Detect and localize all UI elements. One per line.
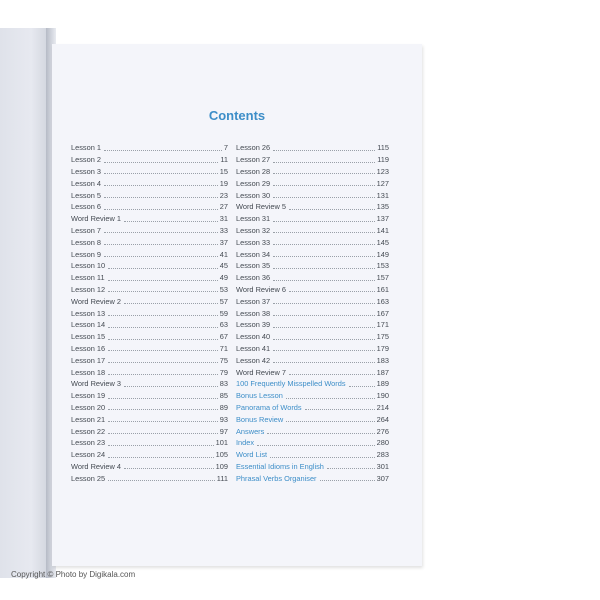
entry-title: Lesson 24 <box>71 450 106 460</box>
entry-title: Bonus Lesson <box>236 391 283 401</box>
entry-title: Essential Idioms in English <box>236 461 324 471</box>
entry-title: Lesson 31 <box>236 214 271 224</box>
entry-title: Lesson 11 <box>71 273 105 283</box>
dot-leader <box>104 162 218 163</box>
entry-title: Lesson 10 <box>71 261 106 271</box>
entry-page-number: 75 <box>219 355 228 365</box>
entry-page-number: 183 <box>376 355 389 365</box>
contents-column-left <box>71 140 228 482</box>
entry-title: Lesson 17 <box>71 355 106 365</box>
entry-page-number: 15 <box>219 166 228 176</box>
entry-title: Phrasal Verbs Organiser <box>236 473 317 483</box>
dot-leader <box>273 185 375 186</box>
entry-title: Word Review 6 <box>236 284 286 294</box>
dot-leader <box>273 327 375 328</box>
dot-leader <box>273 244 375 245</box>
dot-leader <box>104 150 222 151</box>
dot-leader <box>273 173 375 174</box>
entry-page-number: 135 <box>376 202 389 212</box>
dot-leader <box>104 197 218 198</box>
entry-page-number: 45 <box>219 261 228 271</box>
contents-entry <box>236 187 389 199</box>
contents-entry <box>236 164 389 176</box>
contents-entry <box>71 270 228 282</box>
contents-entry <box>71 211 228 223</box>
entry-page-number: 19 <box>219 178 228 188</box>
entry-title: Lesson 6 <box>71 202 101 212</box>
entry-page-number: 301 <box>376 461 389 471</box>
dot-leader <box>108 409 218 410</box>
entry-page-number: 123 <box>376 166 389 176</box>
entry-title: Bonus Review <box>236 414 284 424</box>
entry-title: Word List <box>236 450 268 460</box>
dot-leader <box>108 374 218 375</box>
dot-leader <box>108 280 218 281</box>
dot-leader <box>349 386 375 387</box>
entry-page-number: 59 <box>219 308 228 318</box>
contents-entry <box>71 282 228 294</box>
entry-page-number: 153 <box>376 261 389 271</box>
entry-page-number: 57 <box>219 296 228 306</box>
dot-leader <box>305 409 375 410</box>
entry-page-number: 97 <box>219 426 228 436</box>
dot-leader <box>273 268 375 269</box>
entry-title: Lesson 16 <box>71 343 106 353</box>
entry-title: Lesson 8 <box>71 237 101 247</box>
entry-title: Lesson 40 <box>236 332 271 342</box>
entry-page-number: 187 <box>376 367 389 377</box>
contents-entry <box>236 282 389 294</box>
entry-page-number: 53 <box>219 284 228 294</box>
entry-page-number: 149 <box>376 249 389 259</box>
dot-leader <box>104 185 218 186</box>
entry-page-number: 63 <box>219 320 228 330</box>
contents-entry <box>236 400 389 412</box>
dot-leader <box>273 162 375 163</box>
contents-entry <box>236 258 389 270</box>
entry-title: Lesson 29 <box>236 178 271 188</box>
entry-title: Lesson 9 <box>71 249 101 259</box>
entry-page-number: 115 <box>377 143 389 153</box>
entry-page-number: 141 <box>376 225 389 235</box>
entry-title: Lesson 39 <box>236 320 271 330</box>
entry-title: Word Review 1 <box>71 214 121 224</box>
contents-entry <box>71 140 228 152</box>
contents-entry <box>236 199 389 211</box>
entry-page-number: 214 <box>376 402 389 412</box>
entry-page-number: 111 <box>216 473 228 483</box>
dot-leader <box>104 232 218 233</box>
contents-entry <box>236 376 389 388</box>
dot-leader <box>273 221 375 222</box>
entry-page-number: 105 <box>215 450 228 460</box>
contents-entry <box>71 447 228 459</box>
contents-entry <box>236 270 389 282</box>
entry-page-number: 280 <box>376 438 389 448</box>
entry-title: Lesson 20 <box>71 402 106 412</box>
contents-entry <box>71 329 228 341</box>
entry-title: Lesson 22 <box>71 426 106 436</box>
entry-title: Lesson 5 <box>71 190 101 200</box>
entry-title: Lesson 12 <box>71 284 106 294</box>
dot-leader <box>289 291 375 292</box>
contents-entry <box>71 459 228 471</box>
contents-entry <box>236 293 389 305</box>
contents-entry <box>236 423 389 435</box>
entry-page-number: 264 <box>376 414 389 424</box>
dot-leader <box>286 398 375 399</box>
contents-entry <box>236 447 389 459</box>
entry-title: Lesson 42 <box>236 355 271 365</box>
contents-column-right <box>236 140 389 482</box>
contents-entry <box>236 211 389 223</box>
entry-title: Lesson 34 <box>236 249 271 259</box>
dot-leader <box>108 398 218 399</box>
contents-entry <box>71 352 228 364</box>
dot-leader <box>108 268 218 269</box>
dot-leader <box>104 209 218 210</box>
entry-title: Lesson 2 <box>71 155 101 165</box>
entry-page-number: 161 <box>376 284 389 294</box>
entry-page-number: 179 <box>376 343 389 353</box>
entry-title: Lesson 4 <box>71 178 101 188</box>
dot-leader <box>108 421 218 422</box>
contents-entry <box>71 364 228 376</box>
entry-title: Lesson 15 <box>71 332 106 342</box>
entry-title: Lesson 35 <box>236 261 271 271</box>
entry-page-number: 11 <box>220 155 228 165</box>
entry-page-number: 93 <box>219 414 228 424</box>
entry-page-number: 283 <box>376 450 389 460</box>
page-title: Contents <box>208 108 266 123</box>
contents-entry <box>71 411 228 423</box>
contents-entry <box>71 400 228 412</box>
photo-copyright: Copyright © Photo by Digikala.com <box>11 570 136 579</box>
dot-leader <box>273 197 375 198</box>
entry-title: Lesson 27 <box>236 155 271 165</box>
contents-entry <box>236 140 389 152</box>
entry-title: Lesson 30 <box>236 190 271 200</box>
entry-title: Lesson 14 <box>71 320 106 330</box>
dot-leader <box>108 315 218 316</box>
dot-leader <box>124 303 218 304</box>
entry-page-number: 131 <box>376 190 389 200</box>
contents-entry <box>236 317 389 329</box>
entry-page-number: 127 <box>376 178 389 188</box>
entry-title: Lesson 19 <box>71 391 106 401</box>
entry-title: Lesson 3 <box>71 166 101 176</box>
entry-page-number: 71 <box>219 343 228 353</box>
contents-entry <box>236 341 389 353</box>
contents-entry <box>236 152 389 164</box>
entry-page-number: 23 <box>219 190 228 200</box>
dot-leader <box>273 315 375 316</box>
contents-entry <box>236 388 389 400</box>
contents-entry <box>236 175 389 187</box>
entry-title: Answers <box>236 426 265 436</box>
entry-page-number: 7 <box>223 143 228 153</box>
entry-page-number: 49 <box>219 273 228 283</box>
dot-leader <box>108 433 218 434</box>
facing-page <box>0 28 52 578</box>
entry-title: Lesson 36 <box>236 273 271 283</box>
entry-title: Lesson 18 <box>71 367 106 377</box>
contents-entry <box>71 234 228 246</box>
entry-title: Word Review 2 <box>71 296 121 306</box>
entry-page-number: 31 <box>219 214 228 224</box>
entry-page-number: 171 <box>376 320 389 330</box>
entry-page-number: 85 <box>219 391 228 401</box>
entry-page-number: 37 <box>219 237 228 247</box>
entry-page-number: 83 <box>219 379 228 389</box>
entry-title: Lesson 26 <box>236 143 271 153</box>
dot-leader <box>108 362 218 363</box>
contents-entry <box>71 187 228 199</box>
contents-entry <box>71 305 228 317</box>
contents-entry <box>71 341 228 353</box>
contents-entry <box>236 234 389 246</box>
dot-leader <box>108 327 218 328</box>
dot-leader <box>108 291 218 292</box>
entry-page-number: 33 <box>219 225 228 235</box>
entry-page-number: 307 <box>376 473 389 483</box>
entry-title: Lesson 38 <box>236 308 271 318</box>
dot-leader <box>273 362 375 363</box>
entry-page-number: 101 <box>215 438 228 448</box>
dot-leader <box>270 457 375 458</box>
contents-entry <box>236 352 389 364</box>
entry-title: Word Review 7 <box>236 367 286 377</box>
contents-entry <box>71 246 228 258</box>
entry-title: Lesson 33 <box>236 237 271 247</box>
dot-leader <box>273 256 375 257</box>
dot-leader <box>124 468 214 469</box>
dot-leader <box>108 350 218 351</box>
dot-leader <box>104 256 218 257</box>
entry-title: Lesson 28 <box>236 166 271 176</box>
contents-entry <box>236 459 389 471</box>
contents-entry <box>71 376 228 388</box>
contents-entry <box>236 246 389 258</box>
entry-title: Panorama of Words <box>236 402 302 412</box>
contents-entry <box>71 388 228 400</box>
entry-title: Word Review 3 <box>71 379 121 389</box>
contents-entry <box>71 223 228 235</box>
dot-leader <box>286 421 374 422</box>
dot-leader <box>104 173 218 174</box>
entry-title: Lesson 21 <box>71 414 106 424</box>
entry-page-number: 189 <box>376 379 389 389</box>
entry-page-number: 167 <box>376 308 389 318</box>
entry-title: Lesson 7 <box>71 225 101 235</box>
dot-leader <box>108 339 218 340</box>
contents-entry <box>71 152 228 164</box>
entry-page-number: 109 <box>215 461 228 471</box>
dot-leader <box>273 232 375 233</box>
dot-leader <box>273 150 375 151</box>
entry-page-number: 89 <box>219 402 228 412</box>
entry-title: Word Review 5 <box>236 202 286 212</box>
contents-entry <box>71 199 228 211</box>
dot-leader <box>273 350 375 351</box>
dot-leader <box>320 480 375 481</box>
dot-leader <box>124 221 218 222</box>
contents-entry <box>71 423 228 435</box>
entry-page-number: 27 <box>219 202 228 212</box>
entry-page-number: 145 <box>376 237 389 247</box>
entry-page-number: 119 <box>377 155 389 165</box>
contents-entry <box>71 175 228 187</box>
entry-page-number: 67 <box>219 332 228 342</box>
dot-leader <box>273 303 375 304</box>
dot-leader <box>124 386 218 387</box>
dot-leader <box>273 280 375 281</box>
dot-leader <box>273 339 375 340</box>
entry-page-number: 41 <box>219 249 228 259</box>
dot-leader <box>104 244 218 245</box>
entry-title: Word Review 4 <box>71 461 121 471</box>
dot-leader <box>108 445 214 446</box>
entry-title: Index <box>236 438 255 448</box>
contents-entry <box>236 223 389 235</box>
dot-leader <box>327 468 375 469</box>
entry-page-number: 276 <box>376 426 389 436</box>
entry-title: Lesson 41 <box>236 343 271 353</box>
contents-entry <box>71 435 228 447</box>
entry-title: Lesson 37 <box>236 296 271 306</box>
entry-title: Lesson 25 <box>71 473 106 483</box>
entry-title: Lesson 32 <box>236 225 271 235</box>
entry-title: Lesson 13 <box>71 308 106 318</box>
contents-entry <box>236 329 389 341</box>
entry-title: 100 Frequently Misspelled Words <box>236 379 346 389</box>
entry-page-number: 79 <box>219 367 228 377</box>
entry-page-number: 163 <box>376 296 389 306</box>
contents-entry <box>71 258 228 270</box>
entry-page-number: 157 <box>376 273 389 283</box>
contents-entry <box>236 411 389 423</box>
contents-entry <box>236 470 389 482</box>
dot-leader <box>267 433 374 434</box>
contents-entry <box>71 470 228 482</box>
contents-entry <box>71 317 228 329</box>
dot-leader <box>108 480 215 481</box>
contents-entry <box>236 364 389 376</box>
contents-entry <box>71 293 228 305</box>
dot-leader <box>257 445 375 446</box>
dot-leader <box>289 374 375 375</box>
entry-page-number: 175 <box>376 332 389 342</box>
entry-page-number: 137 <box>376 214 389 224</box>
contents-entry <box>236 435 389 447</box>
entry-title: Lesson 23 <box>71 438 106 448</box>
contents-entry <box>236 305 389 317</box>
dot-leader <box>289 209 375 210</box>
dot-leader <box>108 457 214 458</box>
entry-title: Lesson 1 <box>71 143 101 153</box>
contents-entry <box>71 164 228 176</box>
entry-page-number: 190 <box>376 391 389 401</box>
